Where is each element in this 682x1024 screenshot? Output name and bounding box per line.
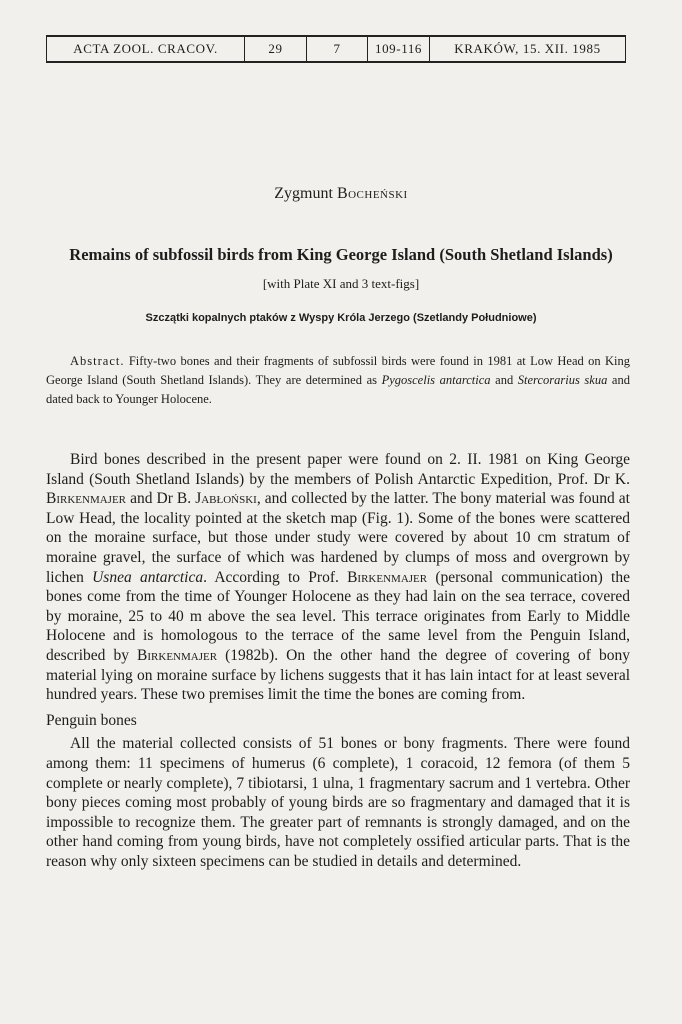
body-text <box>46 450 630 871</box>
abstract <box>46 352 630 409</box>
para1-text-2: and Dr B. <box>126 490 196 508</box>
author-line <box>0 185 682 203</box>
abstract-lead: Abstract. <box>70 354 125 368</box>
volume-number: 29 <box>244 37 306 61</box>
abstract-text-2: and <box>490 373 518 387</box>
plate-note: [with Plate XI and 3 text-figs] <box>262 276 420 291</box>
para1-text-5: (personal communication) the bones come from the time of Younger Holocene as they had lain on the sea terrace, covered by moraine, 25 to 40 m above the sea level. This terrace originates from Early to Middle Holocene and is homologous to the terrace of the same level from the Penguin Island, described by <box>46 568 630 664</box>
species-pygoscelis: Pygoscelis antarctica <box>381 373 491 387</box>
page-range: 109-116 <box>367 37 429 61</box>
journal-name: ACTA ZOOL. CRACOV. <box>73 41 218 56</box>
author-name-birkenmajer: Birkenmajer <box>46 490 127 508</box>
para1-text-3: , and collected by the latter. The bony material was found at Low Head, the locality pointed at the sketch map (Fig. 1). Some of the bones were scattered on the moraine surface, but those under study were covered by about 10 cm stratum of moraine gravel, the surface of which was hardened by clumps of moss and overgrown by lichen <box>46 490 630 586</box>
place-date: KRAKÓW, 15. XII. 1985 <box>429 37 625 61</box>
species-usnea: Usnea antarctica <box>92 568 204 586</box>
paper-title: Remains of subfossil birds from King George Island (South Shetland Islands) <box>69 245 613 264</box>
abstract-text-3: and dated back to Younger Holocene. <box>46 373 630 406</box>
abstract-text-1: Fifty-two bones and their fragments of subfossil birds were found in 1981 at Low Head on King George Island (South Shetland Islands). They are determined as <box>46 354 630 387</box>
section-heading-penguin-bones: Penguin bones <box>46 711 137 729</box>
author-name-birkenmajer-2: Birkenmajer <box>347 568 428 586</box>
paragraph-penguin-bones: All the material collected consists of 51 bones or bony fragments. There were found among them: 11 specimens of humerus (6 complete), 1 coracoid, 12 femora (of them 5 complete or nearly complete), 7 tibiotarsi, 1 ulna, 1 fragmentary sacrum and 1 vertebra. Other bony pieces coming most probably of young birds are so fragmentary and damaged that it is impossible to recognize them. The greater part of remnants is strongly damaged, and on the other hand coming from young birds, have not completely ossified articular parts. That is the reason why only sixteen specimens can be studied in details and determined. <box>46 735 630 870</box>
para1-text-4: . According to Prof. <box>203 568 348 586</box>
author-last-name: Bocheński <box>336 185 408 202</box>
species-stercorarius: Stercorarius skua <box>517 373 608 387</box>
author-first-name: Zygmunt <box>274 185 333 202</box>
paragraph-introduction <box>46 450 630 705</box>
journal-header <box>46 35 626 63</box>
author-name-birkenmajer-3: Birkenmajer <box>137 646 218 664</box>
para1-text-6: (1982b). On the other hand the degree of covering of bony material lying on moraine surface by lichens suggests that it has lain intact for at least several hundred years. These two premises limit the time the bones are coming from. <box>46 646 631 704</box>
polish-title: Szczątki kopalnych ptaków z Wyspy Króla Jerzego (Szetlandy Południowe) <box>145 312 537 324</box>
author-name-jablonski: Jabłoński <box>195 490 257 508</box>
issue-number: 7 <box>306 37 367 61</box>
para1-text-1: Bird bones described in the present paper were found on 2. II. 1981 on King George Island (South Shetland Islands) by the members of Polish Antarctic Expedition, Prof. Dr K. <box>46 451 630 488</box>
